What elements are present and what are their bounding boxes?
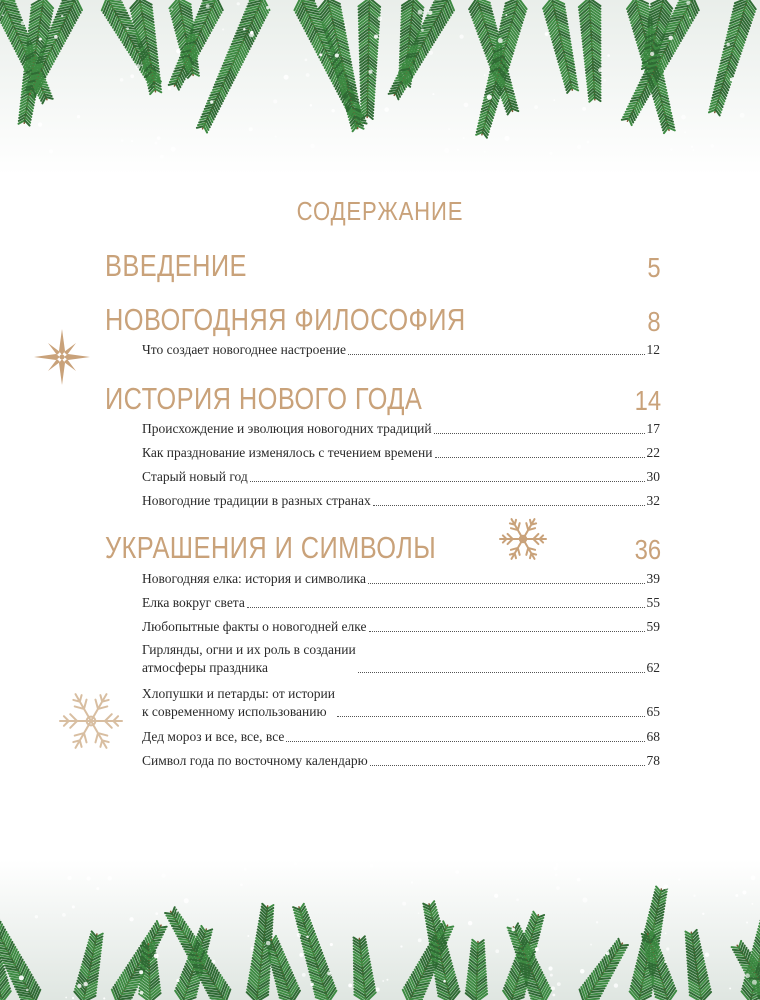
entry-page: 65 — [646, 704, 660, 719]
entry-title-line2: к современному использованию — [142, 704, 327, 719]
toc-entry[interactable] — [142, 641, 660, 677]
entry-title-line1: Хлопушки и петарды: от истории — [142, 686, 336, 701]
toc-entry[interactable] — [142, 341, 660, 359]
chapter-page: 36 — [634, 534, 661, 565]
dot-leader — [435, 457, 645, 458]
entry-page: 59 — [646, 619, 660, 634]
entry-title: Происхождение и эволюция новогодних традиций — [142, 421, 432, 436]
toc-entry[interactable] — [142, 444, 660, 462]
toc-entry[interactable] — [142, 468, 660, 486]
entry-page: 62 — [646, 660, 660, 675]
entry-page: 55 — [646, 595, 660, 610]
chapter-introduction[interactable] — [105, 244, 661, 284]
chapter-title: ИСТОРИЯ НОВОГО ГОДА — [105, 381, 423, 416]
dot-leader — [286, 741, 644, 742]
chapter-page: 5 — [647, 252, 661, 283]
entry-title-line1: Гирлянды, огни и их роль в создании — [142, 642, 356, 657]
chapter-title: ВВЕДЕНИЕ — [105, 248, 247, 283]
chapter-title: НОВОГОДНЯЯ ФИЛОСОФИЯ — [105, 302, 466, 337]
entry-page: 32 — [646, 493, 660, 508]
entry-title — [142, 685, 335, 721]
entry-page: 17 — [646, 421, 660, 436]
chapter-title: УКРАШЕНИЯ И СИМВОЛЫ — [105, 530, 437, 565]
dot-leader — [348, 354, 645, 355]
entry-title: Символ года по восточному календарю — [142, 753, 368, 768]
entry-title: Старый новый год — [142, 469, 248, 484]
toc-entry[interactable] — [142, 594, 660, 612]
entry-title-line2: атмосферы праздника — [142, 660, 268, 675]
toc-entry[interactable] — [142, 685, 660, 721]
entry-title: Дед мороз и все, все, все — [142, 729, 285, 744]
star-ornament-icon — [33, 328, 91, 386]
entry-title: Новогодняя елка: история и символика — [142, 571, 366, 586]
toc-title: СОДЕРЖАНИЕ — [296, 196, 464, 226]
snowflake-icon — [498, 514, 548, 564]
toc-entry[interactable] — [142, 570, 660, 588]
toc-entry[interactable] — [142, 728, 660, 746]
toc-entry[interactable] — [142, 492, 660, 510]
dot-leader — [370, 765, 645, 766]
entry-title: Елка вокруг света — [142, 595, 245, 610]
dot-leader — [250, 481, 645, 482]
entry-title: Любопытные факты о новогодней елке — [142, 619, 367, 634]
toc-entry[interactable] — [142, 752, 660, 770]
entry-page: 78 — [646, 753, 660, 768]
entry-page: 12 — [646, 342, 660, 357]
dot-leader — [337, 716, 644, 717]
chapter-page: 14 — [634, 385, 661, 416]
entry-page: 39 — [646, 571, 660, 586]
toc-entry[interactable] — [142, 618, 660, 636]
chapter-page: 8 — [647, 306, 661, 337]
dot-leader — [368, 583, 645, 584]
fir-garland-bottom — [0, 860, 760, 1000]
dot-leader — [247, 607, 645, 608]
fir-garland-top — [0, 0, 760, 175]
entry-title: Как празднование изменялось с течением времени — [142, 445, 433, 460]
dot-leader — [434, 433, 645, 434]
dot-leader — [373, 505, 645, 506]
entry-page: 30 — [646, 469, 660, 484]
entry-title: Что создает новогоднее настроение — [142, 342, 346, 357]
snowflake-icon — [58, 688, 124, 754]
entry-page: 22 — [646, 445, 660, 460]
entry-title — [142, 641, 356, 677]
toc-entry[interactable] — [142, 420, 660, 438]
entry-title: Новогодние традиции в разных странах — [142, 493, 371, 508]
chapter-decorations-and-symbols[interactable] — [105, 526, 661, 566]
entry-page: 68 — [646, 729, 660, 744]
dot-leader — [358, 672, 645, 673]
chapter-new-year-philosophy[interactable] — [105, 298, 661, 338]
chapter-history-of-new-year[interactable] — [105, 377, 661, 417]
dot-leader — [369, 631, 645, 632]
